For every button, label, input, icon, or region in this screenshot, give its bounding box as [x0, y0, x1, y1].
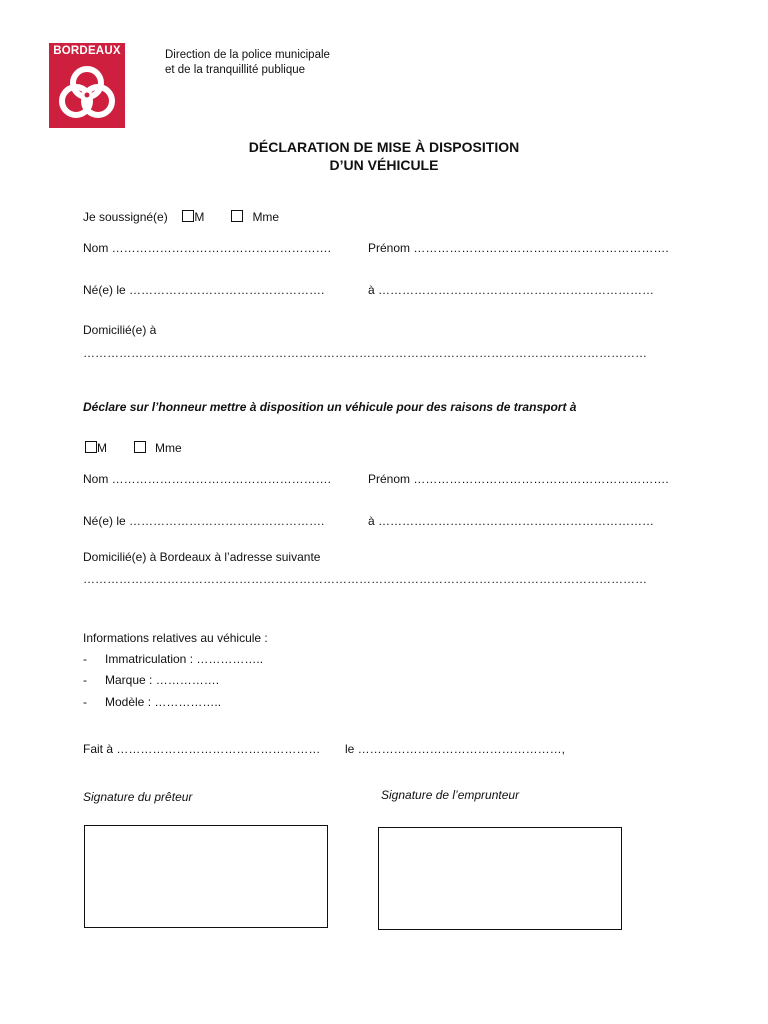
title-line-2: D’UN VÉHICULE	[329, 157, 439, 173]
borrower-birthplace-field[interactable]: à ……………………………………………………………	[368, 514, 655, 528]
borrower-option-m: M	[97, 441, 107, 455]
lender-nom-field[interactable]: Nom ……………………………………………….	[83, 241, 332, 255]
vehicle-info-label: Informations relatives au véhicule :	[83, 631, 268, 645]
borrower-civility-row	[85, 441, 182, 455]
header-line-2: et de la tranquillité publique	[165, 64, 306, 76]
bordeaux-logo	[49, 43, 125, 128]
date-field[interactable]: le ……………………………………………,	[345, 742, 566, 756]
lender-birthdate-field[interactable]: Né(e) le ………………………………………….	[83, 283, 325, 297]
lender-option-m: M	[194, 210, 205, 224]
soussigne-row	[83, 210, 279, 224]
lender-option-mme: Mme	[252, 210, 280, 224]
borrower-checkbox-m[interactable]	[85, 441, 97, 453]
immatriculation-field[interactable]: Immatriculation : ……………..	[105, 652, 264, 666]
lender-checkbox-m[interactable]	[182, 210, 194, 222]
vehicle-item	[83, 673, 219, 687]
declaration-text: Déclare sur l’honneur mettre à disposition un véhicule pour des raisons de transport à	[83, 400, 577, 414]
soussigne-label: Je soussigné(e)	[83, 210, 168, 224]
list-bullet: -	[83, 652, 87, 666]
lender-birthplace-field[interactable]: à ……………………………………………………………	[368, 283, 655, 297]
lender-checkbox-mme[interactable]	[231, 210, 243, 222]
lender-domicile-field[interactable]: ……………………………………………………………………………………………………………………………	[83, 346, 647, 360]
logo-text: BORDEAUX	[53, 45, 121, 57]
lender-signature-box[interactable]	[84, 825, 328, 928]
borrower-checkbox-mme[interactable]	[134, 441, 146, 453]
lender-signature-label: Signature du prêteur	[83, 790, 193, 804]
marque-field[interactable]: Marque : …………….	[105, 673, 220, 687]
vehicle-item	[83, 652, 263, 666]
borrower-signature-box[interactable]	[378, 827, 622, 930]
borrower-nom-field[interactable]: Nom ……………………………………………….	[83, 472, 332, 486]
list-bullet: -	[83, 695, 87, 709]
triskele-icon	[55, 61, 119, 125]
borrower-option-mme: Mme	[155, 441, 182, 455]
borrower-prenom-field[interactable]: Prénom ……………………………………………………….	[368, 472, 669, 486]
modele-field[interactable]: Modèle : ……………..	[105, 695, 222, 709]
lender-prenom-field[interactable]: Prénom ……………………………………………………….	[368, 241, 669, 255]
list-bullet: -	[83, 673, 87, 687]
fait-a-field[interactable]: Fait à ……………………………………………	[83, 742, 321, 756]
borrower-birthdate-field[interactable]: Né(e) le ………………………………………….	[83, 514, 325, 528]
header-line-1: Direction de la police municipale	[165, 49, 330, 61]
title-line-1: DÉCLARATION DE MISE À DISPOSITION	[248, 139, 520, 155]
vehicle-item	[83, 695, 221, 709]
borrower-signature-label: Signature de l’emprunteur	[381, 788, 520, 802]
borrower-domicile-label: Domicilié(e) à Bordeaux à l’adresse suivante	[83, 550, 321, 564]
lender-domicile-label: Domicilié(e) à	[83, 323, 157, 337]
borrower-domicile-field[interactable]: ……………………………………………………………………………………………………………………………	[83, 572, 647, 586]
